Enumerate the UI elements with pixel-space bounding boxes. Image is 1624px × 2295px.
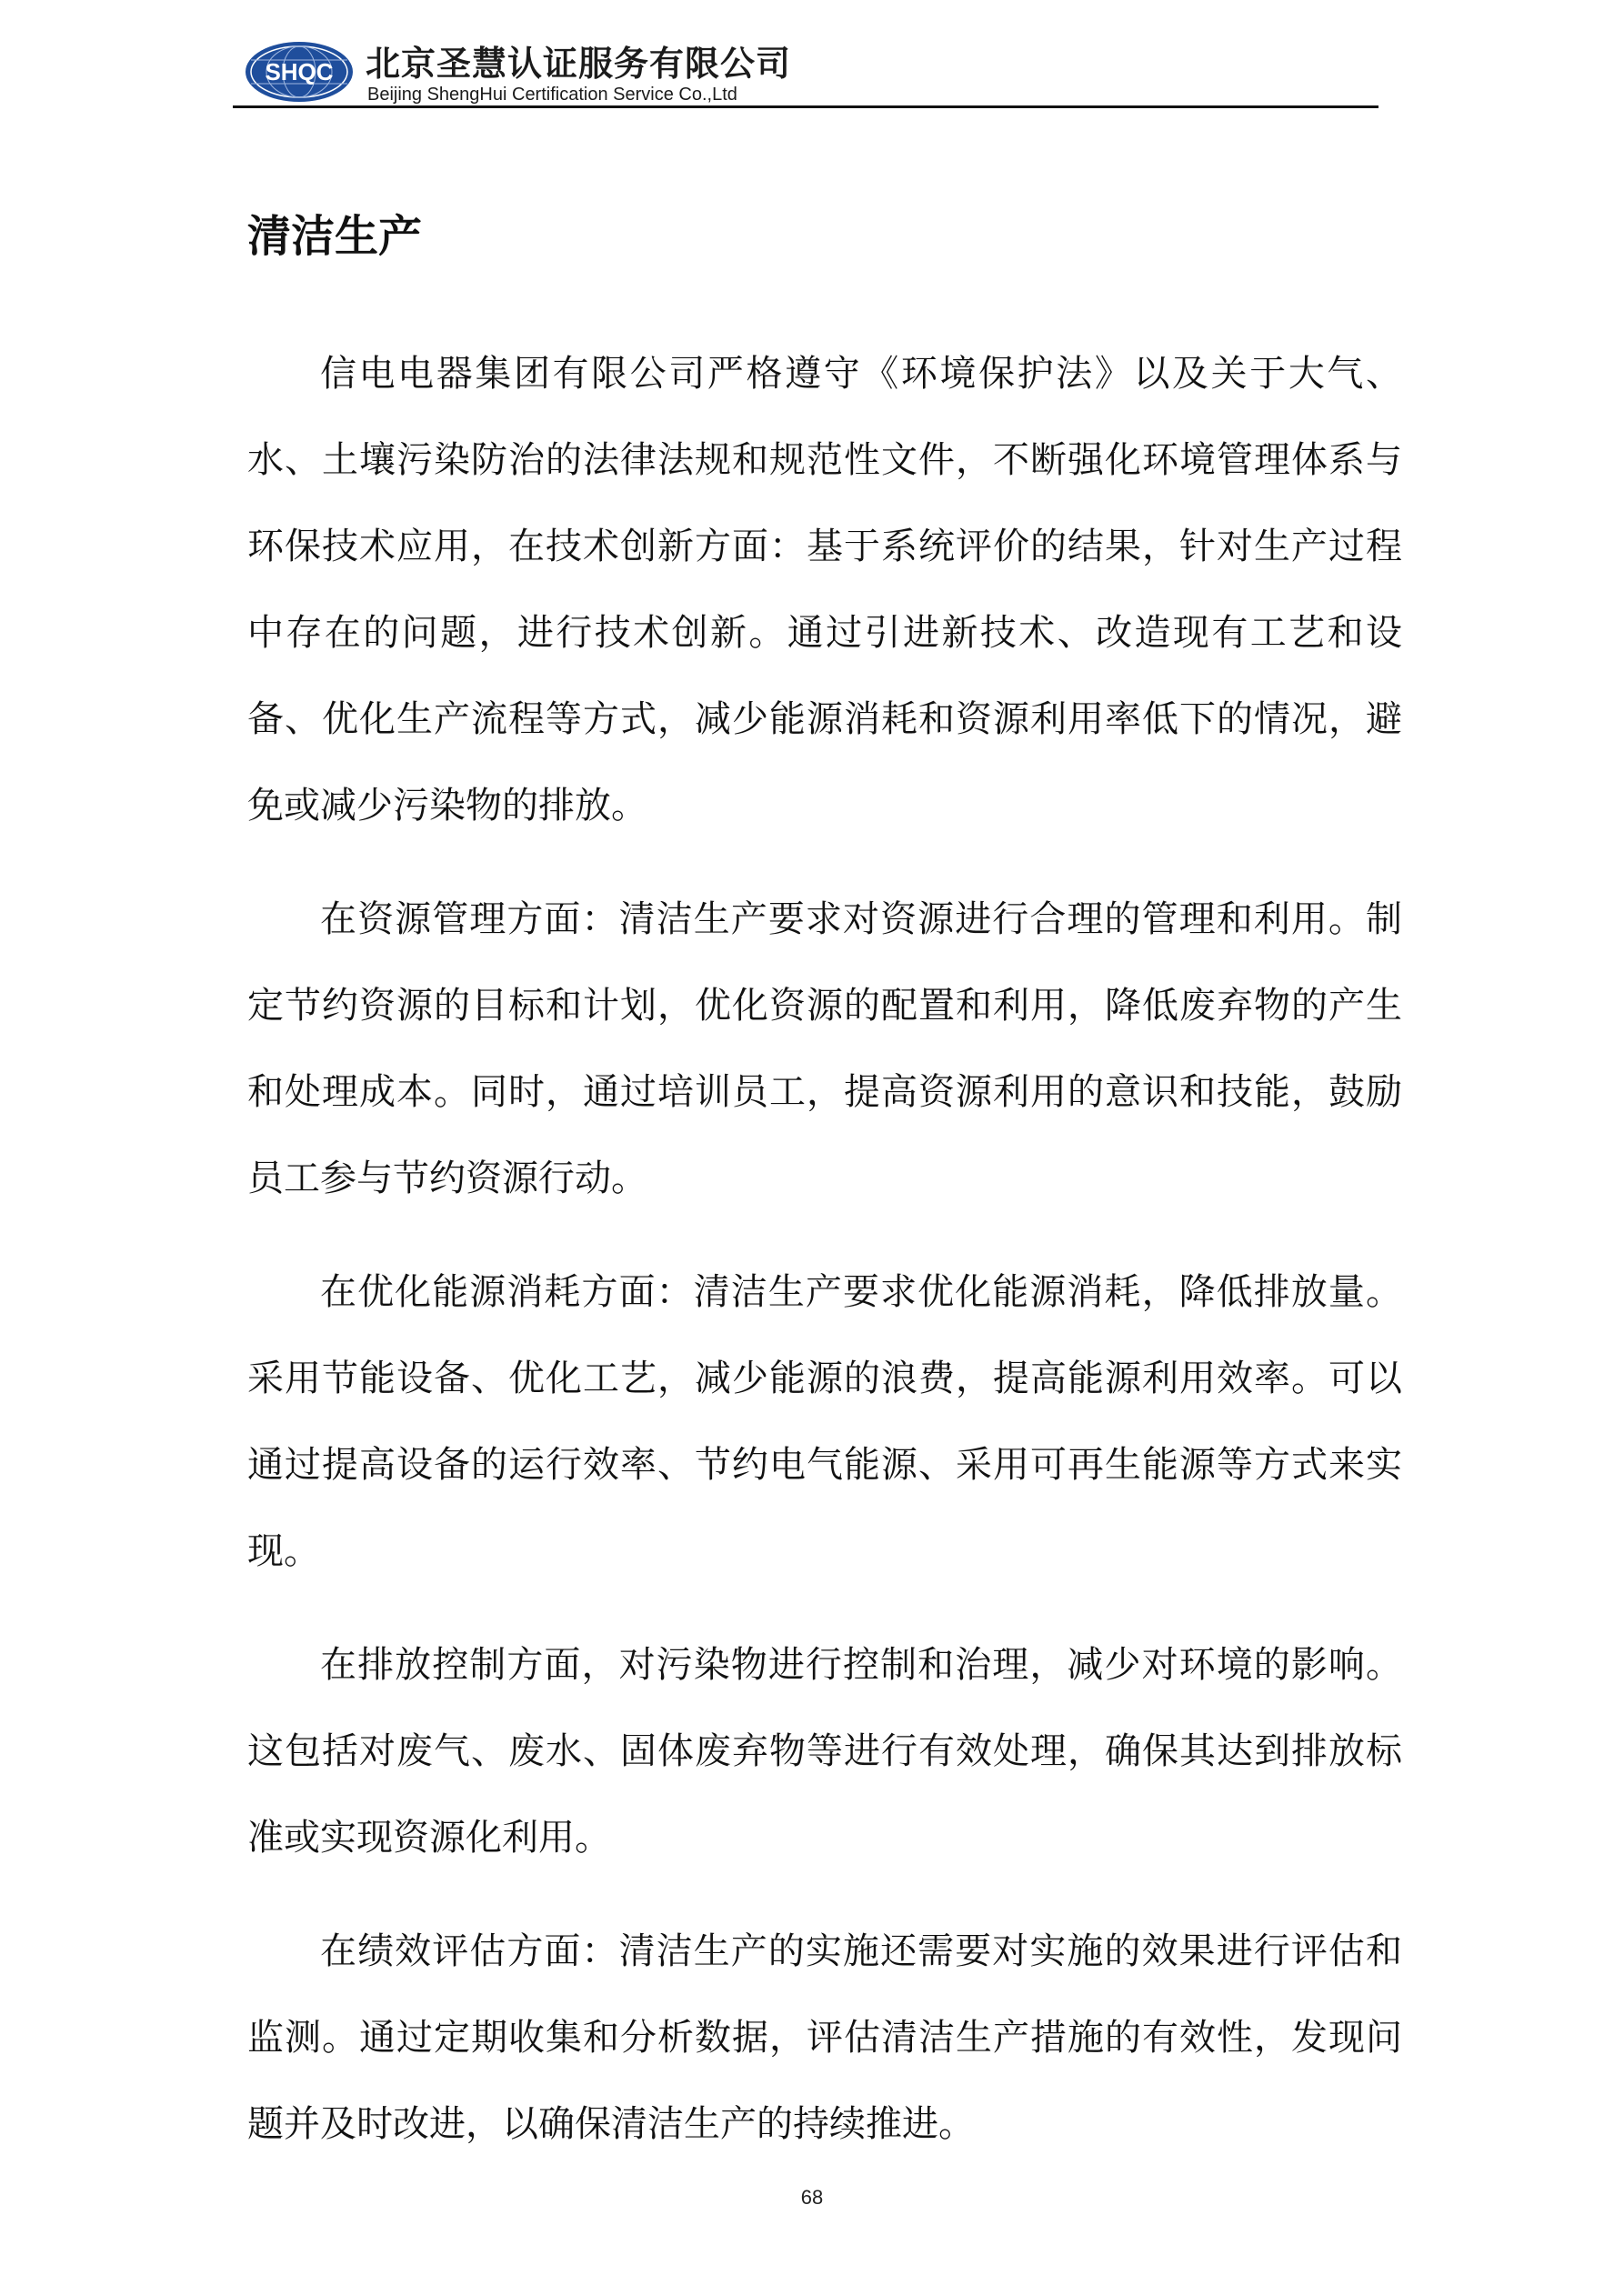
paragraph-resource-management: 在资源管理方面：清洁生产要求对资源进行合理的管理和利用。制定节约资源的目标和计划，优化资源的配置和利用，降低废弃物的产生和处理成本。同时，通过培训员工，提高资源利用的意识和技能，鼓励员工参与节约资源行动。 [247, 898, 1402, 1199]
page-header [233, 36, 1378, 109]
logo-text: SHQC [265, 58, 334, 85]
paragraph-energy-optimization: 在优化能源消耗方面：清洁生产要求优化能源消耗，降低排放量。采用节能设备、优化工艺，减少能源的浪费，提高能源利用效率。可以通过提高设备的运行效率、节约电气能源、采用可再生能源等方式来实现。 [247, 1271, 1402, 1572]
page-title: 清洁生产 [247, 211, 423, 262]
paragraph-performance-evaluation: 在绩效评估方面：清洁生产的实施还需要对实施的效果进行评估和监测。通过定期收集和分析数据，评估清洁生产措施的有效性，发现问题并及时改进，以确保清洁生产的持续推进。 [247, 1930, 1402, 2145]
header-divider [233, 105, 1378, 108]
company-name-cn: 北京圣慧认证服务有限公司 [366, 44, 792, 84]
company-name-en: Beijing ShengHui Certification Service Co.,Ltd [367, 85, 737, 105]
paragraph-emission-control: 在排放控制方面，对污染物进行控制和治理，减少对环境的影响。这包括对废气、废水、固体废弃物等进行有效处理，确保其达到排放标准或实现资源化利用。 [247, 1644, 1402, 1859]
shqc-logo [244, 40, 355, 104]
page-number: 68 [800, 2186, 824, 2209]
document-body [247, 331, 1402, 2195]
paragraph-technology-innovation: 信电电器集团有限公司严格遵守《环境保护法》以及关于大气、水、土壤污染防治的法律法规和规范性文件，不断强化环境管理体系与环保技术应用，在技术创新方面：基于系统评价的结果，针对生产过程中存在的问题，进行技术创新。通过引进新技术、改造现有工艺和设备、优化生产流程等方式，减少能源消耗和资源利用率低下的情况，避免或减少污染物的排放。 [247, 353, 1402, 827]
